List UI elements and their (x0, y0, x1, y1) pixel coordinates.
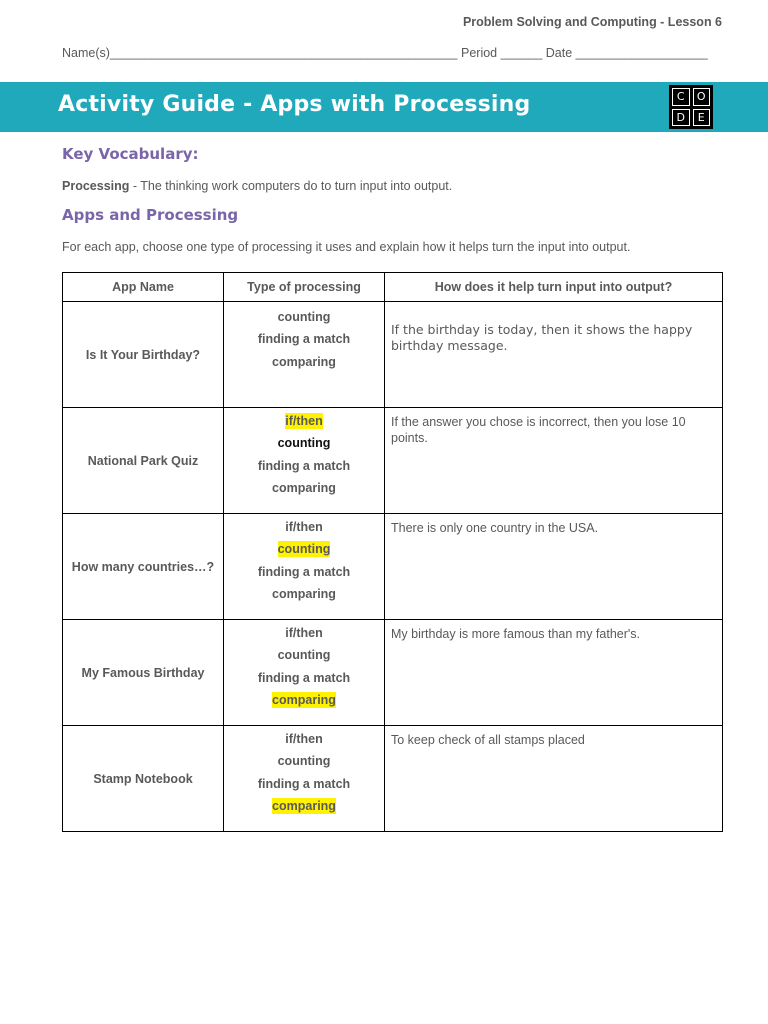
logo-letter: D (672, 109, 690, 127)
processing-option-label: comparing (272, 586, 336, 601)
processing-option-label: finding a match (257, 458, 351, 473)
processing-options-cell (224, 620, 385, 726)
logo-letter: C (672, 88, 690, 106)
answer-cell: If the answer you chose is incorrect, then you lose 10 points. (385, 408, 723, 514)
processing-option (224, 750, 384, 772)
processing-option-label: finding a match (257, 776, 351, 791)
table-row (63, 408, 723, 514)
answer-cell: There is only one country in the USA. (385, 514, 723, 620)
answer-cell: If the birthday is today, then it shows the happy birthday message. (385, 302, 723, 408)
processing-option (224, 583, 384, 605)
column-header-how: How does it help turn input into output? (385, 273, 723, 302)
processing-option-label: finding a match (257, 564, 351, 579)
processing-options-cell (224, 302, 385, 408)
key-vocabulary-heading: Key Vocabulary: (62, 145, 199, 163)
table-row (63, 726, 723, 832)
processing-option-label: comparing (272, 480, 336, 495)
answer-cell: To keep check of all stamps placed (385, 726, 723, 832)
vocab-term: Processing (62, 179, 130, 193)
answer-cell: My birthday is more famous than my father's. (385, 620, 723, 726)
app-name-cell: Is It Your Birthday? (63, 302, 224, 408)
processing-options-cell (224, 408, 385, 514)
processing-option-label: if/then (285, 414, 323, 428)
processing-option-label: finding a match (257, 670, 351, 685)
processing-options-cell (224, 726, 385, 832)
processing-option (224, 477, 384, 499)
table-row (63, 514, 723, 620)
page-title: Activity Guide - Apps with Processing (58, 92, 531, 117)
processing-option (224, 432, 384, 454)
name-period-date-line: Name(s)__________________________________________________ Period ______ Date ___________________ (62, 46, 708, 60)
processing-option (224, 728, 384, 750)
column-header-app-name: App Name (63, 273, 224, 302)
processing-option (224, 667, 384, 689)
processing-option (224, 351, 384, 373)
table-row (63, 302, 723, 408)
title-banner (0, 82, 768, 132)
processing-option-label: comparing (272, 354, 336, 369)
course-lesson-label: Problem Solving and Computing - Lesson 6 (462, 15, 722, 29)
table-row (63, 620, 723, 726)
selected-processing-option (224, 538, 384, 560)
processing-option-label: counting (277, 648, 331, 663)
processing-option-label: comparing (272, 798, 336, 813)
processing-option (224, 306, 384, 328)
processing-option-label: counting (277, 310, 331, 324)
processing-option (224, 622, 384, 644)
processing-option-label: if/then (285, 520, 323, 534)
processing-options-cell (224, 514, 385, 620)
processing-option (224, 516, 384, 538)
processing-option-label: comparing (272, 692, 336, 707)
processing-option (224, 455, 384, 477)
apps-processing-heading: Apps and Processing (62, 206, 239, 224)
vocab-definition-text: - The thinking work computers do to turn input into output. (129, 179, 453, 193)
app-name-cell: How many countries…? (63, 514, 224, 620)
app-name-cell: My Famous Birthday (63, 620, 224, 726)
processing-option-label: counting (277, 436, 331, 451)
selected-processing-option (224, 689, 384, 711)
logo-letter: O (693, 88, 711, 106)
app-name-cell: National Park Quiz (63, 408, 224, 514)
code-logo (666, 82, 716, 132)
app-name-cell: Stamp Notebook (63, 726, 224, 832)
processing-option (224, 773, 384, 795)
processing-option-label: finding a match (257, 332, 351, 347)
processing-option-label: if/then (285, 626, 323, 640)
selected-processing-option (224, 410, 384, 432)
selected-processing-option (224, 795, 384, 817)
processing-option (224, 644, 384, 666)
processing-option-label: counting (277, 754, 331, 769)
processing-option (224, 561, 384, 583)
processing-option (224, 328, 384, 350)
vocab-definition (62, 179, 452, 193)
column-header-type: Type of processing (224, 273, 385, 302)
logo-letter: E (693, 109, 711, 127)
instructions: For each app, choose one type of processing it uses and explain how it helps turn the input into output. (62, 240, 631, 254)
processing-option-label: counting (277, 542, 331, 557)
processing-option-label: if/then (285, 732, 323, 746)
processing-table (62, 272, 723, 832)
